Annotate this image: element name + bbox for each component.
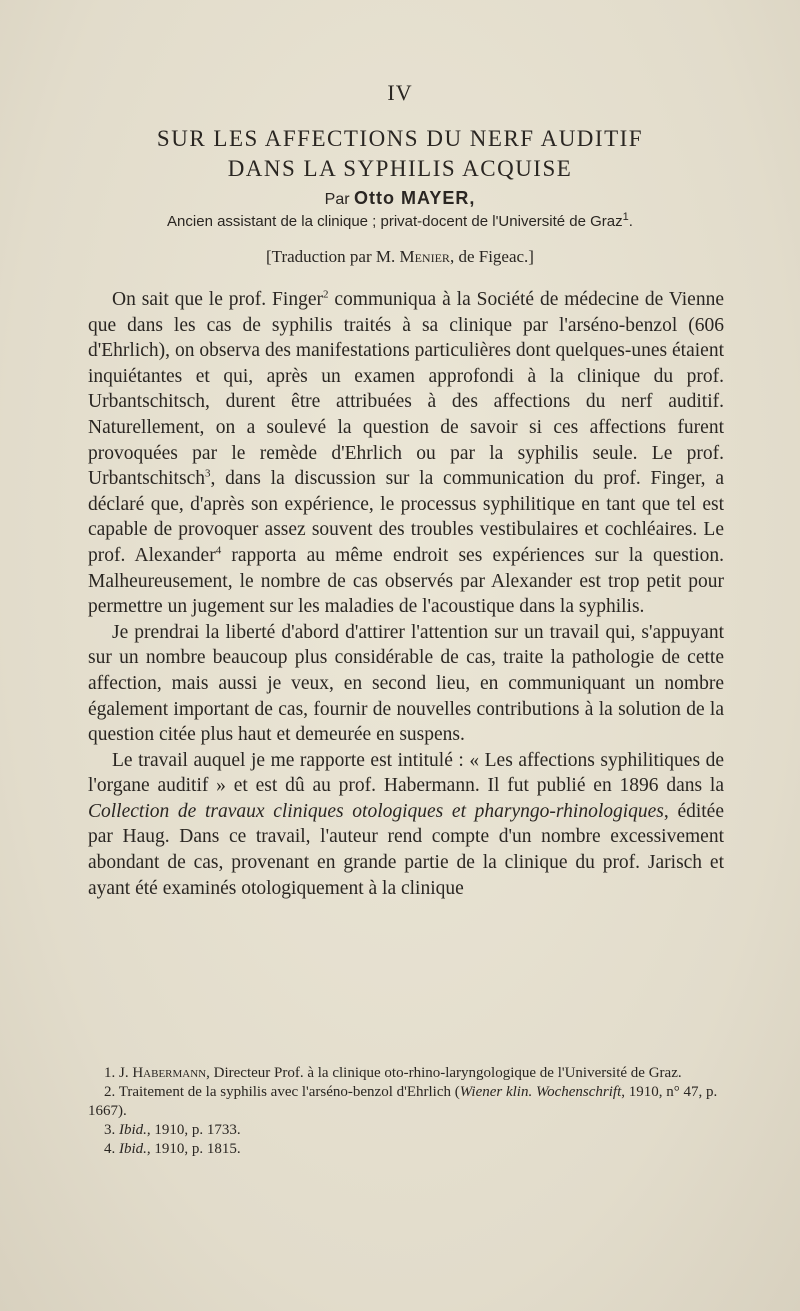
footnotes: [88, 1064, 728, 1159]
footnote-3-number: 3.: [104, 1122, 119, 1138]
footnote-2-text-b: , 1910, n° 47, p. 1667).: [88, 1084, 718, 1119]
p3-text-b: , éditée par Haug. Dans ce travail, l'auteur rend compte d'un nombre excessivement abondant de cas, provenant en grande partie de la clinique du prof. Jarisch et ayant été examinés otologiquement à la clinique: [88, 800, 724, 899]
footnote-4-ibid: Ibid.: [119, 1141, 147, 1157]
byline: [0, 188, 800, 209]
translation-prefix: [Traduction par M.: [266, 247, 400, 266]
paragraph-3: [88, 748, 724, 902]
p1-text-d: rapporta au même endroit ses expériences sur la question. Malheureusement, le nombre de cas observés par Alexander est trop petit pour permettre un jugement sur les maladies de l'acoustique dans la syphilis.: [88, 544, 724, 618]
p1-text-a: On sait que le prof. Finger: [112, 289, 323, 310]
body-text: [88, 287, 724, 901]
translator-name: Menier: [399, 247, 450, 266]
title-line-1: SUR LES AFFECTIONS DU NERF AUDITIF: [156, 126, 644, 151]
footnote-1-text: , Directeur Prof. à la clinique oto-rhino-laryngologique de l'Université de Graz.: [206, 1065, 682, 1081]
paragraph-2: Je prendrai la liberté d'abord d'attirer l'attention sur un travail qui, s'appuyant sur un nombre beaucoup plus considérable de cas, traite la pathologie de cette affection, mais aussi je veux, en second lieu, en communiquant un nombre également important de cas, fournir de nouvelles contributions à la solution de la question citée plus haut et demeurée en suspens.: [88, 621, 724, 746]
footnote-ref-4: 4: [215, 544, 222, 557]
publication-title: Collection de travaux cliniques otologiques et pharyngo-rhinologiques: [88, 800, 664, 822]
footnote-3-text: , 1910, p. 1733.: [146, 1122, 241, 1138]
chapter-number: IV: [387, 80, 413, 105]
footnote-4-number: 4.: [104, 1141, 119, 1157]
footnote-1: [88, 1064, 728, 1083]
paragraph-1: [88, 287, 724, 620]
author-affiliation: [0, 213, 800, 230]
footnote-3: [88, 1121, 728, 1140]
p1-text-b: communiqua à la Société de médecine de Vienne que dans les cas de syphilis traités à sa clinique par l'arséno-benzol (606 d'Ehrlich), on observa des manifestations particulières dont quelques-unes étaient inquiétantes et qui, après un examen approfondi à la clinique du prof. Urbantschitsch, durent être attribuées à des affections du nerf auditif. Naturellement, on a soulevé la question de savoir si ces affections furent provoquées par le remède d'Ehrlich ou par la syphilis seule. Le prof. Urbantschitsch: [88, 289, 724, 490]
byline-prefix: Par: [324, 191, 354, 208]
footnote-4-text: , 1910, p. 1815.: [146, 1141, 241, 1157]
footnote-2-text-a: 2. Traitement de la syphilis avec l'arséno-benzol d'Ehrlich (: [104, 1084, 460, 1100]
p1-text-c: , dans la discussion sur la communication du prof. Finger, a déclaré que, d'après son expérience, le processus syphilitique en tant que tel est capable de provoquer assez souvent des troubles vestibulaires et cochléaires. Le prof. Alexander: [88, 468, 724, 566]
p3-text-a: Le travail auquel je me rapporte est intitulé : « Les affections syphilitiques de l'organe auditif » et est dû au prof. Habermann. Il fut publié en 1896 dans la: [88, 749, 724, 797]
affiliation-text: Ancien assistant de la clinique ; privat-docent de l'Université de Graz: [167, 213, 623, 230]
translation-suffix: , de Figeac.]: [449, 247, 534, 266]
affiliation-end: .: [628, 213, 633, 230]
footnote-2-journal: Wiener klin. Wochenschrift: [459, 1084, 622, 1100]
footnote-4: [88, 1140, 728, 1159]
footnote-ref-1: 1: [622, 211, 629, 223]
title-line-2: DANS LA SYPHILIS ACQUISE: [227, 156, 573, 181]
footnote-1-number: 1. J.: [104, 1065, 133, 1081]
footnote-3-ibid: Ibid.: [119, 1122, 147, 1138]
footnote-2: [88, 1083, 728, 1121]
footnote-ref-2: 2: [322, 288, 329, 301]
translation-credit: [0, 247, 800, 267]
footnote-ref-3: 3: [204, 467, 211, 480]
footnote-1-name: Habermann: [132, 1065, 207, 1081]
author-name: Otto MAYER,: [354, 188, 476, 208]
